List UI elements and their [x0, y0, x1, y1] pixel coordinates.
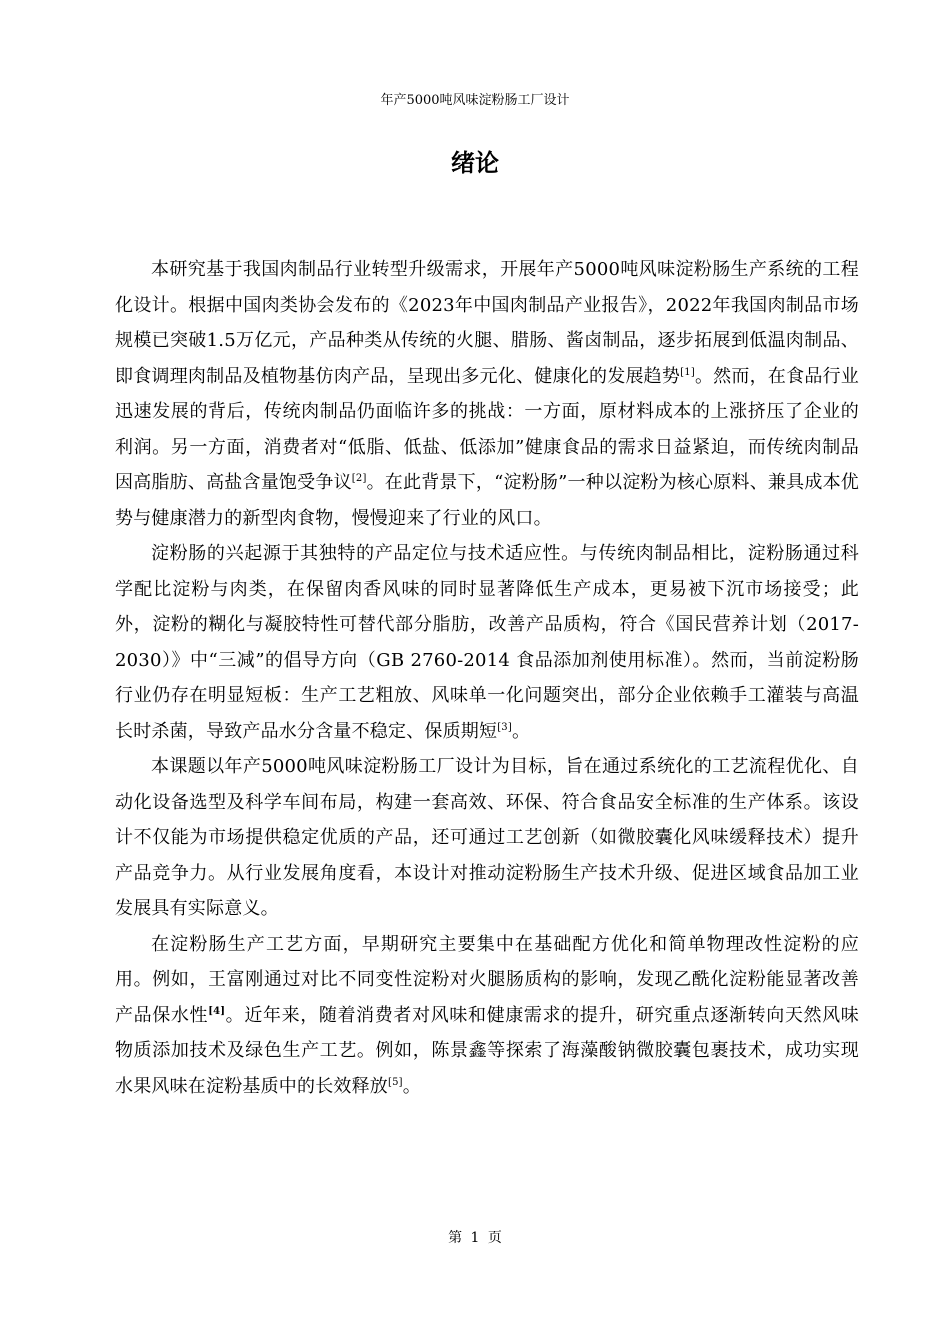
paragraph-text: 本研究基于我国肉制品行业转型升级需求，开展年产5000吨风味淀粉肠生产系统的工程化设计。根据中国肉类协会发布的《2023年中国肉制品产业报告》，2022年我国肉制品市场规模已突破1.5万亿元，产品种类从传统的火腿、腊肠、酱卤制品，逐步拓展到低温肉制品、即食调理肉制品及植物基仿肉产品，呈现出多元化、健康化的发展趋势	[115, 259, 859, 387]
paragraph-text: 。然而，在食品行业迅速发展的背后，传统肉制品仍面临许多的挑战：一方面，原材料成本的上涨挤压了企业的利润。另一方面，消费者对“低脂、低盐、低添加”健康食品的需求日益紧迫，而传统肉制品因高脂肪、高盐含量饱受争议	[115, 365, 859, 493]
paragraph-text: 。	[511, 720, 531, 742]
paragraph-text: 。	[402, 1075, 421, 1097]
paragraph-3	[115, 749, 859, 927]
page-number: 第 1 页	[448, 1230, 502, 1246]
citation-ref: [5]	[388, 1076, 403, 1088]
paragraph-text: 淀粉肠的兴起源于其独特的产品定位与技术适应性。与传统肉制品相比，淀粉肠通过科学配比淀粉与肉类，在保留肉香风味的同时显著降低生产成本，更易被下沉市场接受；此外，淀粉的糊化与凝胶特性可替代部分脂肪，改善产品质构，符合《国民营养计划（2017-2030）》中“三减”的倡导方向（GB 2760-2014 食品添加剂使用标准）。然而，当前淀粉肠行业仍存在明显短板：生产工艺粗放、风味单一化问题突出，部分企业依赖手工灌装与高温长时杀菌，导致产品水分含量不稳定、保质期短	[115, 543, 859, 742]
body-text	[115, 252, 859, 1104]
paragraph-text: 。在此背景下，“淀粉肠”一种以淀粉为核心原料、兼具成本优势与健康潜力的新型肉食物，慢慢迎来了行业的风口。	[115, 472, 859, 529]
paragraph-2	[115, 536, 859, 749]
paragraph-text: 。近年来，随着消费者对风味和健康需求的提升，研究重点逐渐转向天然风味物质添加技术及绿色生产工艺。例如，陈景鑫等探索了海藻酸钠微胶囊包裹技术，成功实现水果风味在淀粉基质中的长效释放	[115, 1004, 860, 1097]
citation-ref: [4]	[208, 1005, 226, 1017]
paragraph-text: 在淀粉肠生产工艺方面，早期研究主要集中在基础配方优化和简单物理改性淀粉的应用。例如，王富刚通过对比不同变性淀粉对火腿肠质构的影响，发现乙酰化淀粉能显著改善产品保水性	[115, 933, 859, 1026]
paragraph-text: 本课题以年产5000吨风味淀粉肠工厂设计为目标，旨在通过系统化的工艺流程优化、自动化设备选型及科学车间布局，构建一套高效、环保、符合食品安全标准的生产体系。该设计不仅能为市场提供稳定优质的产品，还可通过工艺创新（如微胶囊化风味缓释技术）提升产品竞争力。从行业发展角度看，本设计对推动淀粉肠生产技术升级、促进区域食品加工业发展具有实际意义。	[115, 756, 859, 919]
section-title: 绪论	[451, 149, 499, 177]
paragraph-4	[115, 927, 859, 1105]
citation-ref: [3]	[497, 721, 512, 733]
paragraph-1	[115, 252, 859, 536]
citation-ref: [1]	[680, 366, 695, 378]
citation-ref: [2]	[351, 473, 367, 484]
running-header: 年产5000吨风味淀粉肠工厂设计	[380, 93, 570, 108]
